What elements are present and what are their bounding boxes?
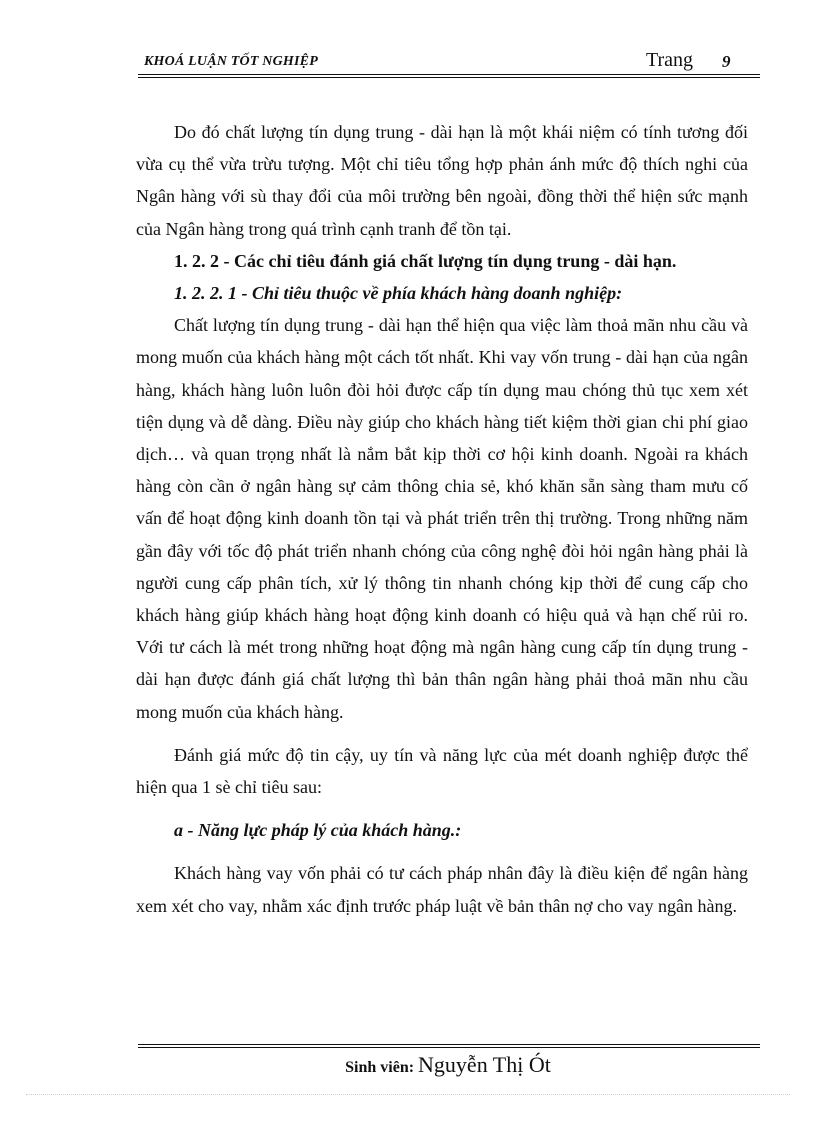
- student-name: Nguyễn Thị Ót: [418, 1052, 551, 1077]
- page-label: Trang: [646, 49, 694, 71]
- page-bottom-divider: [26, 1094, 790, 1095]
- section-heading: 1. 2. 2 - Các chỉ tiêu đánh giá chất lượng tín dụng trung - dài hạn.: [174, 250, 677, 271]
- header-rule-top: [138, 74, 760, 75]
- page-footer: [136, 1052, 760, 1078]
- page-number: 9: [722, 52, 731, 71]
- paragraph-legal: Khách hàng vay vốn phải có tư cách pháp nhân đây là điều kiện để ngân hàng xem xét cho vay, nhằm xác định trước pháp luật về bản thân nợ cho vay ngân hàng.: [136, 863, 748, 916]
- footer-rule-bottom: [138, 1047, 760, 1048]
- item-heading: a - Năng lực pháp lý của khách hàng.:: [174, 820, 462, 841]
- page-header: [138, 46, 760, 74]
- document-body: [136, 116, 748, 922]
- header-rule-bottom: [138, 77, 760, 78]
- student-label: Sinh viên:: [345, 1059, 415, 1076]
- header-title: KHOÁ LUẬN TỐT NGHIỆP: [144, 54, 318, 69]
- subsection-heading: 1. 2. 2. 1 - Chỉ tiêu thuộc về phía khách hàng doanh nghiệp:: [174, 283, 623, 304]
- paragraph-intro: Do đó chất lượng tín dụng trung - dài hạn là một khái niệm có tính tương đối vừa cụ thể vừa trừu tượng. Một chỉ tiêu tổng hợp phản ánh mức độ thích nghi của Ngân hàng với sù thay đổi của môi trường bên ngoài, đồng thời thể hiện sức mạnh của Ngân hàng trong quá trình cạnh tranh để tồn tại.: [136, 122, 748, 239]
- paragraph-criteria: Đánh giá mức độ tin cậy, uy tín và năng lực của mét doanh nghiệp được thể hiện qua 1 sè chỉ tiêu sau:: [136, 744, 748, 798]
- footer-rule-top: [138, 1044, 760, 1045]
- paragraph-quality: Chất lượng tín dụng trung - dài hạn thể hiện qua việc làm thoả mãn nhu cầu và mong muốn của khách hàng một cách tốt nhất. Khi vay vốn trung - dài hạn của ngân hàng, khách hàng luôn luôn đòi hỏi được cấp tín dụng mau chóng thủ tục xem xét tiện dụng và dễ dàng. Điều này giúp cho khách hàng tiết kiệm thời gian chi phí giao dịch… và quan trọng nhất là nắm bắt kịp thời cơ hội kinh doanh. Ngoài ra khách hàng còn cần ở ngân hàng sự cảm thông chia sẻ, khó khăn sẵn sàng tham mưu cố vấn để hoạt động kinh doanh tồn tại và phát triển trên thị trường. Trong những năm gần đây với tốc độ phát triển nhanh chóng của công nghệ đòi hỏi ngân hàng phải là người cung cấp phân tích, xử lý thông tin nhanh chóng kịp thời để cung cấp cho khách hàng giúp khách hàng hoạt động kinh doanh có hiệu quả và hạn chế rủi ro. Với tư cách là mét trong những hoạt động mà ngân hàng cung cấp tín dụng trung - dài hạn được đánh giá chất lượng thì bản thân ngân hàng phải thoả mãn nhu cầu mong muốn của khách hàng.: [136, 315, 748, 722]
